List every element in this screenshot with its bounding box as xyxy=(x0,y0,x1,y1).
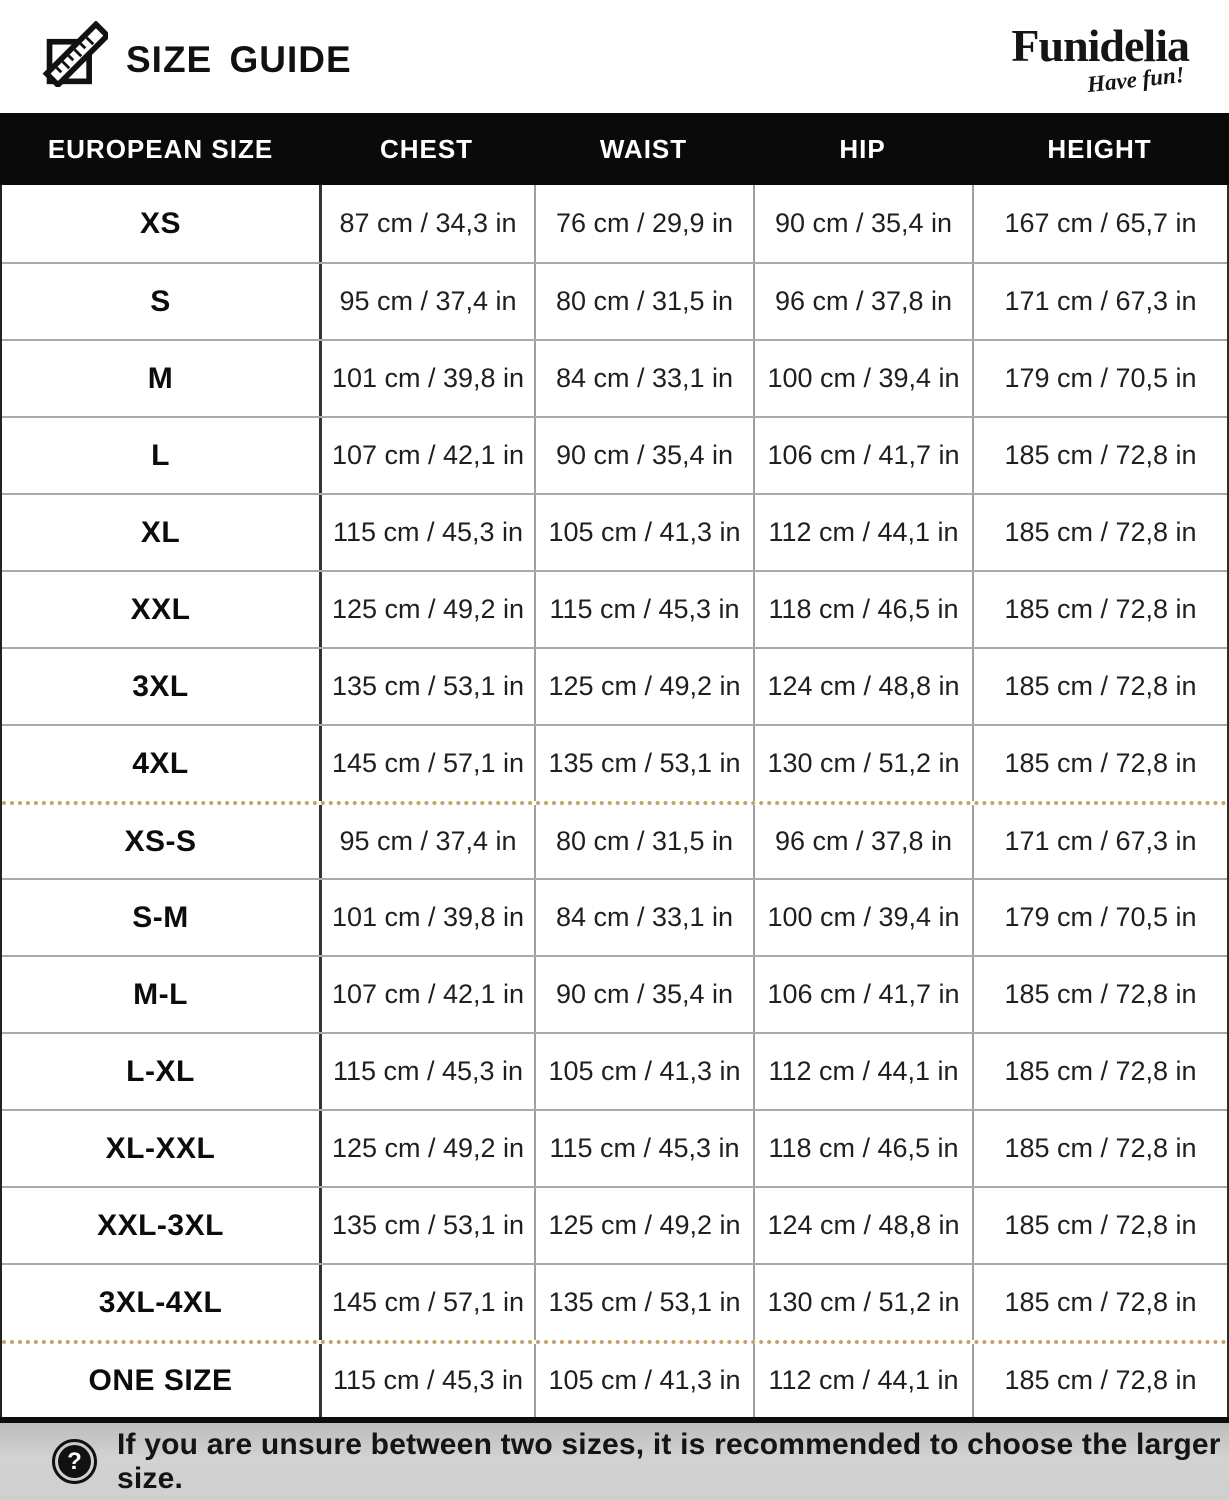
size-label: 4XL xyxy=(132,746,189,780)
waist-value: 115 cm / 45,3 in xyxy=(534,1111,753,1186)
waist-value: 80 cm / 31,5 in xyxy=(534,264,753,339)
size-table xyxy=(0,113,1229,1417)
height-value: 167 cm / 65,7 in xyxy=(972,185,1227,262)
table-header-row xyxy=(0,113,1229,185)
table-row xyxy=(2,1186,1227,1263)
footer-note-bar xyxy=(0,1417,1229,1500)
column-header-european-size: EUROPEAN SIZE xyxy=(47,133,274,164)
table-row xyxy=(2,185,1227,262)
table-row xyxy=(2,262,1227,339)
title-wrap xyxy=(42,27,352,87)
hip-value: 100 cm / 39,4 in xyxy=(753,880,972,955)
size-label: 3XL xyxy=(132,669,189,703)
chest-value: 125 cm / 49,2 in xyxy=(319,1111,534,1186)
table-row xyxy=(2,1109,1227,1186)
size-label: M-L xyxy=(133,977,188,1011)
height-value: 185 cm / 72,8 in xyxy=(972,1188,1227,1263)
height-value: 171 cm / 67,3 in xyxy=(972,264,1227,339)
table-row xyxy=(2,1263,1227,1340)
footer-note-text: If you are unsure between two sizes, it is recommended to choose the larger size. xyxy=(117,1427,1221,1495)
brand-tagline: Have fun! xyxy=(1086,61,1186,97)
height-value: 185 cm / 72,8 in xyxy=(972,1034,1227,1109)
hip-value: 130 cm / 51,2 in xyxy=(753,726,972,801)
hip-value: 118 cm / 46,5 in xyxy=(753,572,972,647)
height-value: 185 cm / 72,8 in xyxy=(972,726,1227,801)
brand-logo xyxy=(1011,19,1189,97)
size-label: L-XL xyxy=(126,1054,195,1088)
column-header-chest: CHEST xyxy=(379,133,474,164)
size-label: M xyxy=(147,361,174,395)
hip-value: 90 cm / 35,4 in xyxy=(753,185,972,262)
waist-value: 105 cm / 41,3 in xyxy=(534,1344,753,1417)
table-row xyxy=(2,1032,1227,1109)
height-value: 185 cm / 72,8 in xyxy=(972,957,1227,1032)
hip-value: 96 cm / 37,8 in xyxy=(753,264,972,339)
size-label: XS-S xyxy=(124,824,197,858)
brand-name: Funidelia xyxy=(1011,19,1189,71)
height-value: 185 cm / 72,8 in xyxy=(972,649,1227,724)
height-value: 185 cm / 72,8 in xyxy=(972,1265,1227,1340)
height-value: 185 cm / 72,8 in xyxy=(972,1111,1227,1186)
chest-value: 101 cm / 39,8 in xyxy=(319,341,534,416)
chest-value: 101 cm / 39,8 in xyxy=(319,880,534,955)
column-header-hip: HIP xyxy=(839,133,886,164)
waist-value: 90 cm / 35,4 in xyxy=(534,418,753,493)
size-label: ONE SIZE xyxy=(88,1363,233,1397)
size-label: XL-XXL xyxy=(105,1131,216,1165)
table-row xyxy=(2,1340,1227,1417)
hip-value: 112 cm / 44,1 in xyxy=(753,1344,972,1417)
table-row xyxy=(2,570,1227,647)
size-table-body xyxy=(2,185,1227,1417)
waist-value: 135 cm / 53,1 in xyxy=(534,726,753,801)
table-row xyxy=(2,339,1227,416)
size-label: L xyxy=(151,438,170,472)
waist-value: 84 cm / 33,1 in xyxy=(534,880,753,955)
height-value: 185 cm / 72,8 in xyxy=(972,418,1227,493)
height-value: 179 cm / 70,5 in xyxy=(972,341,1227,416)
column-header-height: HEIGHT xyxy=(1047,133,1152,164)
size-label: XXL-3XL xyxy=(97,1208,224,1242)
chest-value: 87 cm / 34,3 in xyxy=(319,185,534,262)
chest-value: 145 cm / 57,1 in xyxy=(319,1265,534,1340)
waist-value: 90 cm / 35,4 in xyxy=(534,957,753,1032)
chest-value: 115 cm / 45,3 in xyxy=(319,495,534,570)
question-mark-glyph: ? xyxy=(58,1445,91,1478)
table-row xyxy=(2,493,1227,570)
chest-value: 107 cm / 42,1 in xyxy=(319,957,534,1032)
height-value: 185 cm / 72,8 in xyxy=(972,572,1227,647)
waist-value: 125 cm / 49,2 in xyxy=(534,649,753,724)
size-label: XL xyxy=(140,515,181,549)
table-row xyxy=(2,955,1227,1032)
hip-value: 106 cm / 41,7 in xyxy=(753,418,972,493)
size-label: S xyxy=(150,284,171,318)
chest-value: 107 cm / 42,1 in xyxy=(319,418,534,493)
waist-value: 125 cm / 49,2 in xyxy=(534,1188,753,1263)
height-value: 171 cm / 67,3 in xyxy=(972,805,1227,878)
waist-value: 80 cm / 31,5 in xyxy=(534,805,753,878)
waist-value: 105 cm / 41,3 in xyxy=(534,495,753,570)
size-label: XXL xyxy=(130,592,191,626)
ruler-icon xyxy=(42,21,108,87)
table-row xyxy=(2,416,1227,493)
waist-value: 84 cm / 33,1 in xyxy=(534,341,753,416)
chest-value: 115 cm / 45,3 in xyxy=(319,1034,534,1109)
chest-value: 125 cm / 49,2 in xyxy=(319,572,534,647)
chest-value: 115 cm / 45,3 in xyxy=(319,1344,534,1417)
hip-value: 100 cm / 39,4 in xyxy=(753,341,972,416)
height-value: 185 cm / 72,8 in xyxy=(972,1344,1227,1417)
chest-value: 135 cm / 53,1 in xyxy=(319,649,534,724)
hip-value: 106 cm / 41,7 in xyxy=(753,957,972,1032)
waist-value: 76 cm / 29,9 in xyxy=(534,185,753,262)
table-row xyxy=(2,878,1227,955)
column-header-waist: WAIST xyxy=(599,133,688,164)
table-row xyxy=(2,724,1227,801)
height-value: 179 cm / 70,5 in xyxy=(972,880,1227,955)
hip-value: 96 cm / 37,8 in xyxy=(753,805,972,878)
waist-value: 135 cm / 53,1 in xyxy=(534,1265,753,1340)
chest-value: 145 cm / 57,1 in xyxy=(319,726,534,801)
chest-value: 95 cm / 37,4 in xyxy=(319,264,534,339)
hip-value: 112 cm / 44,1 in xyxy=(753,495,972,570)
size-label: 3XL-4XL xyxy=(98,1285,223,1319)
hip-value: 118 cm / 46,5 in xyxy=(753,1111,972,1186)
hip-value: 130 cm / 51,2 in xyxy=(753,1265,972,1340)
page-title: SIZE GUIDE xyxy=(126,38,352,80)
top-banner xyxy=(0,0,1229,113)
question-mark-icon xyxy=(52,1439,97,1484)
hip-value: 124 cm / 48,8 in xyxy=(753,1188,972,1263)
hip-value: 112 cm / 44,1 in xyxy=(753,1034,972,1109)
chest-value: 135 cm / 53,1 in xyxy=(319,1188,534,1263)
table-row xyxy=(2,801,1227,878)
size-label: XS xyxy=(139,206,182,240)
chest-value: 95 cm / 37,4 in xyxy=(319,805,534,878)
table-row xyxy=(2,647,1227,724)
hip-value: 124 cm / 48,8 in xyxy=(753,649,972,724)
waist-value: 105 cm / 41,3 in xyxy=(534,1034,753,1109)
waist-value: 115 cm / 45,3 in xyxy=(534,572,753,647)
size-label: S-M xyxy=(132,900,189,934)
height-value: 185 cm / 72,8 in xyxy=(972,495,1227,570)
